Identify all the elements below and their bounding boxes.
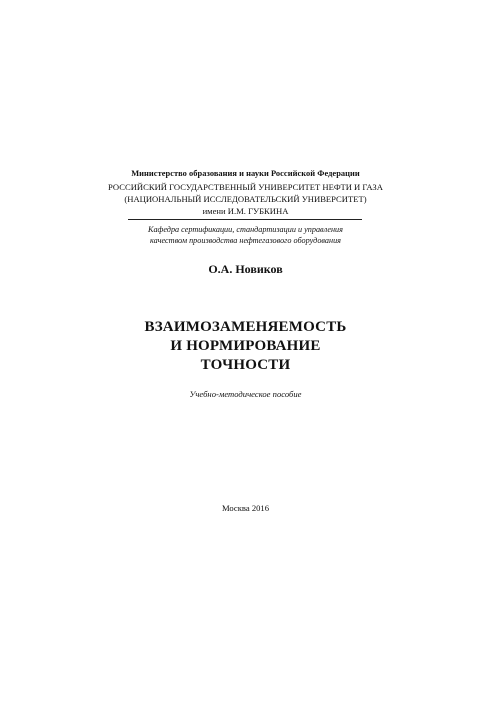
- author-name: О.А. Новиков: [208, 262, 283, 276]
- department-line: Кафедра сертификации, стандартизации и управления: [148, 225, 343, 234]
- book-title-line: ТОЧНОСТИ: [200, 357, 291, 373]
- university-status-line: (НАЦИОНАЛЬНЫЙ ИССЛЕДОВАТЕЛЬСКИЙ УНИВЕРСИТЕТ): [124, 194, 367, 204]
- department-line: качеством производства нефтегазового оборудования: [150, 236, 341, 245]
- book-title-line: ВЗАИМОЗАМЕНЯЕМОСТЬ: [144, 319, 347, 335]
- ministry-heading: Министерство образования и науки Российской Федерации: [131, 169, 360, 178]
- header-divider: [128, 219, 362, 220]
- publication-type: Учебно-методическое пособие: [189, 389, 302, 399]
- place-and-year: Москва 2016: [221, 503, 270, 513]
- university-named-after-line: имени И.М. ГУБКИНА: [202, 206, 289, 216]
- book-title-line: И НОРМИРОВАНИЕ: [170, 338, 321, 354]
- university-name-line: РОССИЙСКИЙ ГОСУДАРСТВЕННЫЙ УНИВЕРСИТЕТ НЕФТИ И ГАЗА: [108, 182, 383, 192]
